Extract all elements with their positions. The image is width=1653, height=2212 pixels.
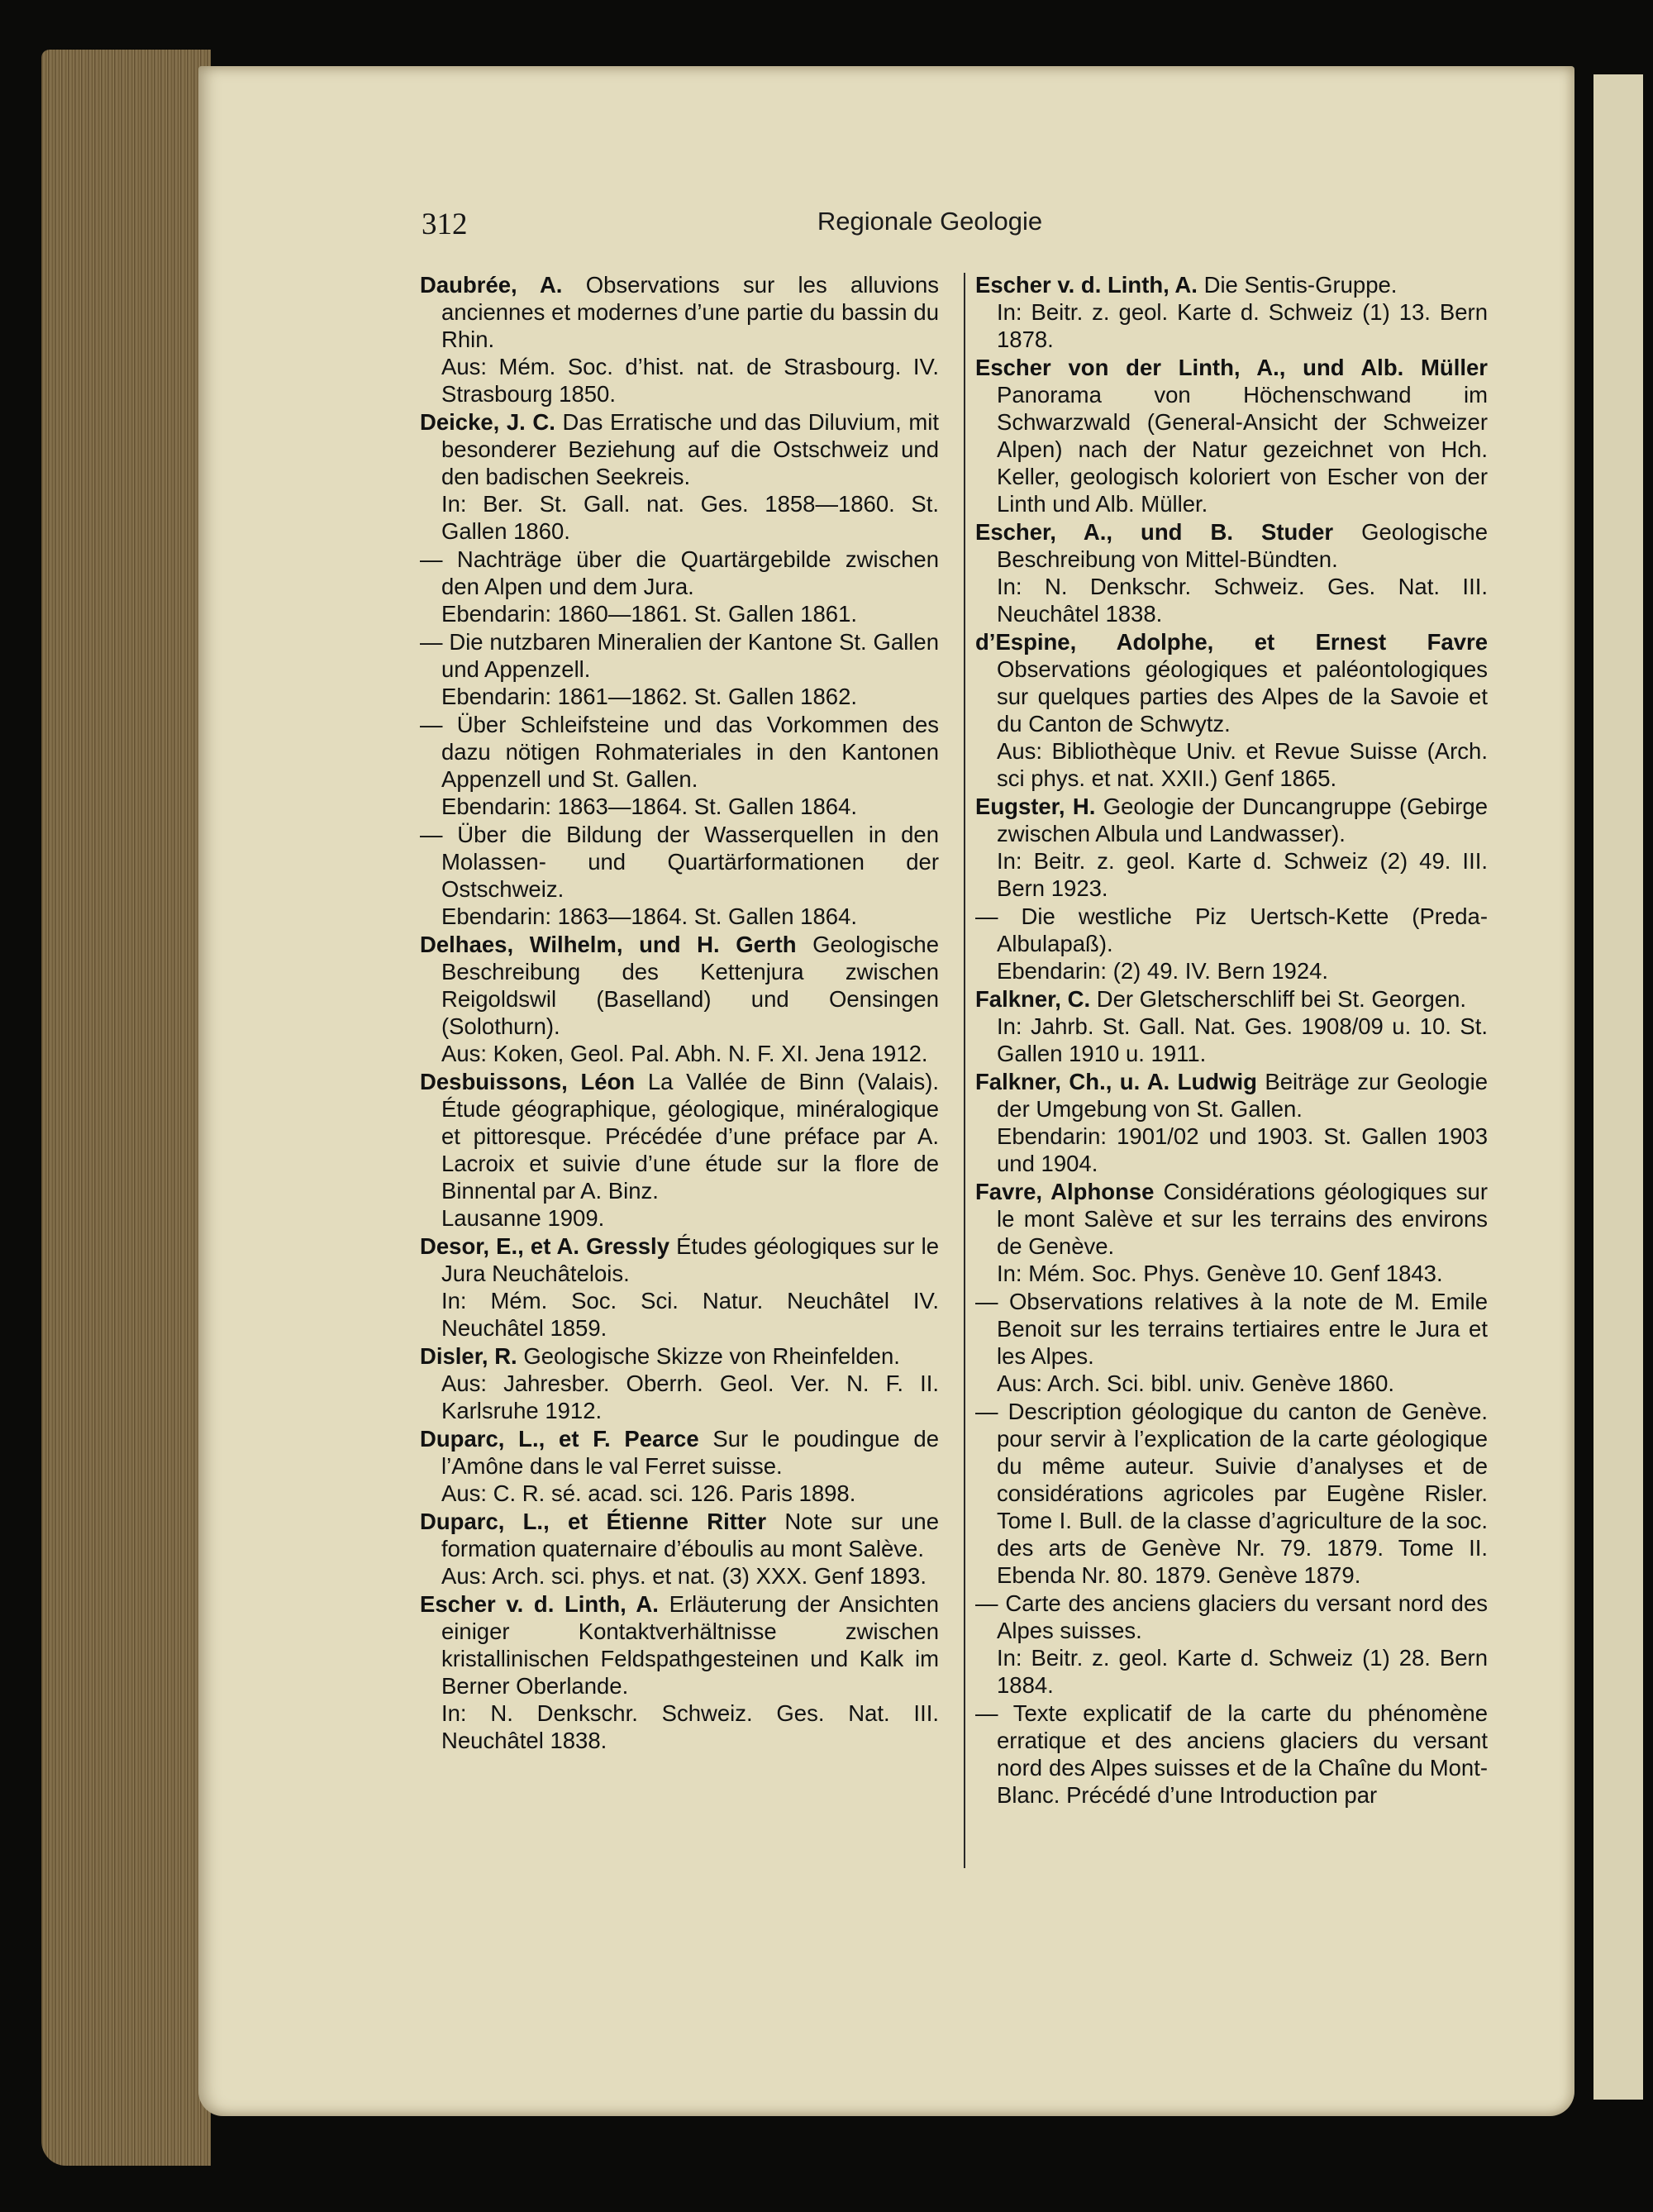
entry-author: — [420, 712, 443, 737]
entry-source: Lausanne 1909. [441, 1205, 605, 1231]
right-column [975, 271, 1488, 1809]
entry-source: Ebendarin: 1861—1862. St. Gallen 1862. [441, 684, 858, 709]
entry-title: Der Gletscherschliff bei St. Georgen. [1096, 986, 1467, 1012]
entry-source: Aus: Bibliothèque Univ. et Revue Suisse (Arch. sci phys. et nat. XXII.) Genf 1865. [997, 738, 1488, 791]
entry-source: Ebendarin: (2) 49. IV. Bern 1924. [997, 958, 1329, 984]
entry-title: Geologie der Duncangruppe (Gebirge zwischen Albula und Landwasser). [997, 794, 1489, 846]
entry-source: In: Beitr. z. geol. Karte d. Schweiz (1) 28. Bern 1884. [997, 1645, 1488, 1698]
entry-source: In: N. Denkschr. Schweiz. Ges. Nat. III. Neuchâtel 1838. [441, 1700, 939, 1753]
entry-title: Über die Bildung der Wasserquellen in den Molassen- und Quartärformationen der Ostschweiz. [441, 822, 939, 902]
entry-title: Note sur une formation quaternaire d’éboulis au mont Salève. [441, 1509, 939, 1561]
entry-source: In: Mém. Soc. Phys. Genève 10. Genf 1843. [997, 1261, 1443, 1286]
entry-author: — [975, 1590, 998, 1616]
entry-title: Observations sur les alluvions anciennes et modernes d’une partie du bassin du Rhin. [441, 272, 939, 352]
entry-title: Sur le poudingue de l’Amône dans le val Ferret suisse. [441, 1426, 940, 1479]
facing-page-edge [1593, 74, 1643, 2100]
entry-source: In: Beitr. z. geol. Karte d. Schweiz (1) 13. Bern 1878. [997, 299, 1488, 352]
entry-title: Carte des anciens glaciers du versant nord des Alpes suisses. [997, 1590, 1488, 1643]
entry-source: In: Beitr. z. geol. Karte d. Schweiz (2) 49. III. Bern 1923. [997, 848, 1488, 901]
entry-title: Nachträge über die Quartärgebilde zwischen den Alpen und dem Jura. [441, 546, 939, 599]
entry-author: d’Espine, Adolphe, et Ernest Favre [975, 629, 1488, 655]
bibliography-entry [420, 821, 939, 930]
entry-title: Description géologique du canton de Genève. pour servir à l’explication de la carte géologique du même auteur. Suivie d’analyses et de considérations agricoles par Eugène Risler. Tome I. Bull. de la classe d’agriculture de la soc. des arts de Genève Nr. 79. 1879. Tome II. Ebenda Nr. 80. 1879. Genève 1879. [997, 1399, 1489, 1588]
entry-author: Escher von der Linth, A., und Alb. Müller [975, 355, 1488, 380]
bibliography-entry [975, 628, 1488, 792]
entry-title: Panorama von Höchenschwand im Schwarzwald (General-Ansicht der Schweizer Alpen) nach der Natur gezeichnet von Hch. Keller, geologisch koloriert von Escher von der Linth und Alb. Müller. [997, 382, 1488, 517]
entry-author: — [975, 903, 998, 929]
entry-source: Ebendarin: 1901/02 und 1903. St. Gallen 1903 und 1904. [997, 1123, 1488, 1176]
entry-source: Aus: Mém. Soc. d’hist. nat. de Strasbourg. IV. Strasbourg 1850. [441, 354, 939, 407]
entry-author: — [975, 1289, 998, 1314]
entry-title: Beiträge zur Geologie der Umgebung von St. Gallen. [997, 1069, 1488, 1122]
entry-author: Eugster, H. [975, 794, 1096, 819]
entry-author: Falkner, Ch., u. A. Ludwig [975, 1069, 1257, 1094]
entry-author: — [420, 629, 443, 655]
entry-title: Études géologiques sur le Jura Neuchâtelois. [441, 1233, 940, 1286]
entry-author: Duparc, L., et Étienne Ritter [420, 1509, 767, 1534]
bibliography-entry [420, 546, 939, 627]
bibliography-entry [975, 1700, 1488, 1809]
bibliography-entry [420, 1425, 939, 1507]
entry-author: — [975, 1700, 998, 1726]
entry-title: Die westliche Piz Uertsch-Kette (Preda-Albulapaß). [997, 903, 1488, 956]
entry-title: Über Schleifsteine und das Vorkommen des dazu nötigen Rohmateriales in den Kantonen Appenzell und St. Gallen. [441, 712, 939, 792]
entry-author: Escher v. d. Linth, A. [975, 272, 1198, 298]
entry-source: Aus: Arch. Sci. bibl. univ. Genève 1860. [997, 1371, 1395, 1396]
bibliography-entry [420, 408, 939, 545]
entry-title: Die Sentis-Gruppe. [1203, 272, 1398, 298]
entry-author: Duparc, L., et F. Pearce [420, 1426, 699, 1452]
entry-author: Escher, A., und B. Studer [975, 519, 1334, 545]
bibliography-entry [975, 1178, 1488, 1287]
bibliography-entry [975, 518, 1488, 627]
entry-author: Desor, E., et A. Gressly [420, 1233, 669, 1259]
bibliography-entry [975, 1068, 1488, 1177]
entry-author: Falkner, C. [975, 986, 1091, 1012]
entry-source: Aus: Arch. sci. phys. et nat. (3) XXX. Genf 1893. [441, 1563, 927, 1589]
entry-source: Aus: Koken, Geol. Pal. Abh. N. F. XI. Jena 1912. [441, 1041, 928, 1066]
entry-source: Ebendarin: 1860—1861. St. Gallen 1861. [441, 601, 858, 627]
entry-source: Aus: Jahresber. Oberrh. Geol. Ver. N. F. II. Karlsruhe 1912. [441, 1371, 939, 1423]
entry-title: Geologische Beschreibung von Mittel-Bündten. [997, 519, 1488, 572]
entry-author: — [420, 546, 443, 572]
entry-source: Ebendarin: 1863—1864. St. Gallen 1864. [441, 903, 858, 929]
book-page-edges [41, 50, 211, 2166]
entry-title: Geologische Skizze von Rheinfelden. [523, 1343, 900, 1369]
entry-author: Desbuissons, Léon [420, 1069, 636, 1094]
bibliography-entry [420, 1068, 939, 1232]
page-header [422, 207, 1438, 243]
bibliography-entry [975, 793, 1488, 902]
entry-title: Observations relatives à la note de M. Emile Benoit sur les terrains tertiaires entre le Jura et les Alpes. [997, 1289, 1488, 1369]
entry-title: Geologische Beschreibung des Kettenjura zwischen Reigoldswil (Baselland) und Oensingen (Solothurn). [441, 932, 940, 1039]
entry-author: Daubrée, A. [420, 272, 563, 298]
bibliography-entry [975, 903, 1488, 984]
entry-author: Delhaes, Wilhelm, und H. Gerth [420, 932, 797, 957]
bibliography-entry [975, 1288, 1488, 1397]
entry-author: Favre, Alphonse [975, 1179, 1155, 1204]
bibliography-entry [420, 1232, 939, 1342]
bibliography-entry [420, 628, 939, 710]
column-divider [964, 273, 965, 1868]
running-title: Regionale Geologie [817, 207, 1043, 236]
entry-source: In: Ber. St. Gall. nat. Ges. 1858—1860. St. Gallen 1860. [441, 491, 939, 544]
bibliography-entry [420, 931, 939, 1067]
entry-title: Die nutzbaren Mineralien der Kantone St. Gallen und Appenzell. [441, 629, 939, 682]
entry-title: La Vallée de Binn (Valais). Étude géographique, géologique, minéralogique et pittoresque. Précédée d’une préface par A. Lacroix et suivie d’une étude sur la flore de Binnental par A. Binz. [441, 1069, 940, 1204]
entry-source: In: N. Denkschr. Schweiz. Ges. Nat. III. Neuchâtel 1838. [997, 574, 1488, 627]
entry-source: Aus: C. R. sé. acad. sci. 126. Paris 1898. [441, 1480, 856, 1506]
entry-title: Texte explicatif de la carte du phénomène erratique et des anciens glaciers du versant nord des Alpes suisses et de la Chaîne du Mont-Blanc. Précédé d’une Introduction par [997, 1700, 1488, 1808]
entry-title: Observations géologiques et paléontologiques sur quelques parties des Alpes de la Savoie et du Canton de Schwytz. [997, 656, 1488, 737]
bibliography-entry [420, 1508, 939, 1590]
entry-title: Das Erratische und das Diluvium, mit besonderer Beziehung auf die Ostschweiz und den badischen Seekreis. [441, 409, 939, 489]
entry-source: Ebendarin: 1863—1864. St. Gallen 1864. [441, 794, 858, 819]
entry-source: In: Jahrb. St. Gall. Nat. Ges. 1908/09 u. 10. St. Gallen 1910 u. 1911. [997, 1013, 1488, 1066]
entry-author: — [975, 1399, 998, 1424]
bibliography-entry [975, 1590, 1488, 1699]
bibliography-entry [975, 985, 1488, 1067]
entry-source: In: Mém. Soc. Sci. Natur. Neuchâtel IV. Neuchâtel 1859. [441, 1288, 939, 1341]
entry-author: — [420, 822, 443, 847]
bibliography-entry [420, 1590, 939, 1754]
bibliography-entry [975, 354, 1488, 517]
bibliography-entry [420, 1342, 939, 1424]
page-number: 312 [422, 207, 468, 241]
bibliography-entry [420, 271, 939, 408]
entry-title: Considérations géologiques sur le mont Salève et sur les terrains des environs de Genève. [997, 1179, 1488, 1259]
bibliography-entry [975, 271, 1488, 353]
entry-title: Erläuterung der Ansichten einiger Kontaktverhältnisse zwischen kristallinischen Feldspathgesteinen und Kalk im Berner Oberlande. [441, 1591, 940, 1699]
entry-author: Disler, R. [420, 1343, 517, 1369]
bibliography-entry [420, 711, 939, 820]
entry-author: Deicke, J. C. [420, 409, 555, 435]
entry-author: Escher v. d. Linth, A. [420, 1591, 659, 1617]
bibliography-entry [975, 1398, 1488, 1589]
left-column [420, 271, 939, 1755]
